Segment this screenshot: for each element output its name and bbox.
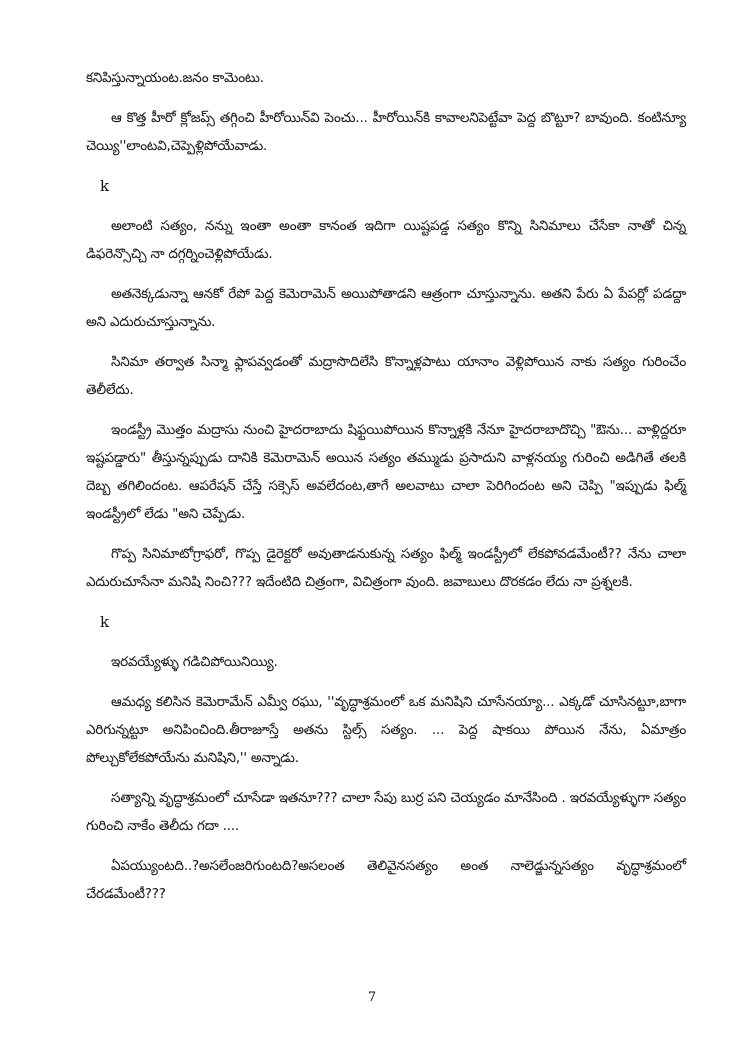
paragraph: గొప్ప సినిమాటోగ్రాఫరో, గొప్ప డైరెక్టరో అవుతాడనుకున్న సత్యం ఫిల్మ్ ఇండస్ట్రీలో లేకపోవడమేంటీ?? నేను చాలా ఎదురుచూసేనా మనిషి నించి??? ఇదేంటిది చిత్రంగా, విచిత్రంగా వుంది. జవాబులు దొరకడం లేదు నా ప్రశ్నలకి.: [86, 546, 686, 590]
paragraph: ఇరవయ్యేళ్ళు గడిచిపోయినియ్యి.: [111, 654, 278, 670]
paragraph: సినిమా తర్వాత సిన్మా ఫ్లాపవ్వడంతో మద్రాసొదిలేసి కొన్నాళ్లపాటు యానాం వెళ్లిపోయిన నాకు సత్యం గురించేం తెలీలేదు.: [86, 354, 686, 398]
paragraph: ఏపయ్యుంటది..?అసలేంజరిగుంటది?అసలంత తెలివైనసత్యం అంత నాలెడ్జున్నసత్యం వృద్ధాశ్రమంలో చేరడమేంటీ???: [86, 858, 686, 902]
paragraph: అలాంటి సత్యం, నన్ను ఇంతా అంతా కానంత ఇదిగా యిష్టపడ్డ సత్యం కొన్ని సినిమాలు చేసేకా నాతో చిన్న డిఫరెన్సొచ్చి నా దగ్గర్నించెళ్లిపోయేడు.: [86, 218, 686, 262]
page-body: [86, 64, 686, 920]
page-number: 7: [367, 990, 377, 1005]
paragraph: కనిపిస్తున్నాయంట.జనం కామెంటు.: [86, 70, 264, 86]
paragraph: అతనెక్కడున్నా ఆనకో రేపో పెద్ద కెమెరామెన్ అయిపోతాడని ఆత్రంగా చూస్తున్నాను. అతని పేరు ఏ పేపర్లో పడద్దా అని ఎదురుచూస్తున్నాను.: [86, 286, 686, 330]
paragraph: ఆమధ్య కలిసిన కెమెరామేన్ ఎమ్వీ రఘు, ''వృద్ధాశ్రమంలో ఒక మనిషిని చూసేనయ్యా... ఎక్కడో చూసినట్టూ,బాగా ఎరిగున్నట్టూ అనిపించింది.తీరాజూస్తే అతను స్టిల్స్ సత్యం. ... పెద్ద షాకయి పోయిన నేను, ఏమాత్రం పోల్చుకోలేకపోయేను మనిషిని,'' అన్నాడు.: [86, 694, 686, 766]
section-separator: k: [100, 177, 110, 195]
paragraph: ఇండస్ట్రీ మొత్తం మద్రాసు నుంచి హైదరాబాదు షిఫ్టయిపోయిన కొన్నాళ్లకి నేనూ హైదరాబాదొచ్చి "ఔను... వాళ్లిద్దరూ ఇష్టపడ్డారు" తీస్తున్నప్పుడు దానికి కెమెరామెన్ అయిన సత్యం తమ్ముడు ప్రసాదుని వాళ్లనయ్య గురించి అడిగితే తలకి దెబ్బ తగిలిందంట. ఆపరేషన్ చేస్తే సక్సెస్ అవలేదంట,తాగే అలవాటు చాలా పెరిగిందంట అని చెప్పి "ఇప్పుడు ఫిల్మ్ ఇండస్ట్రీలో లేడు "అని చెప్పేడు.: [86, 422, 686, 522]
paragraph: ఆ కొత్త హీరో క్లోజప్స్ తగ్గించి హీరోయిన్‌వి పెంచు... హీరోయిన్‌కి కావాలనిపెట్టేవా పెద్ద బొట్టూ? బావుంది. కంటిన్యూ చెయ్యి''లాంటవి,చెప్పెళ్లిపోయేవాడు.: [86, 110, 686, 154]
section-separator: k: [100, 613, 110, 631]
paragraph: సత్యాన్ని వృద్ధాశ్రమంలో చూసేడా ఇతనూ??? చాలా సేపు బుర్ర పని చెయ్యడం మానేసింది . ఇరవయ్యేళ్ళుగా సత్యం గురించి నాకేం తెలీదు గదా ....: [86, 790, 686, 834]
